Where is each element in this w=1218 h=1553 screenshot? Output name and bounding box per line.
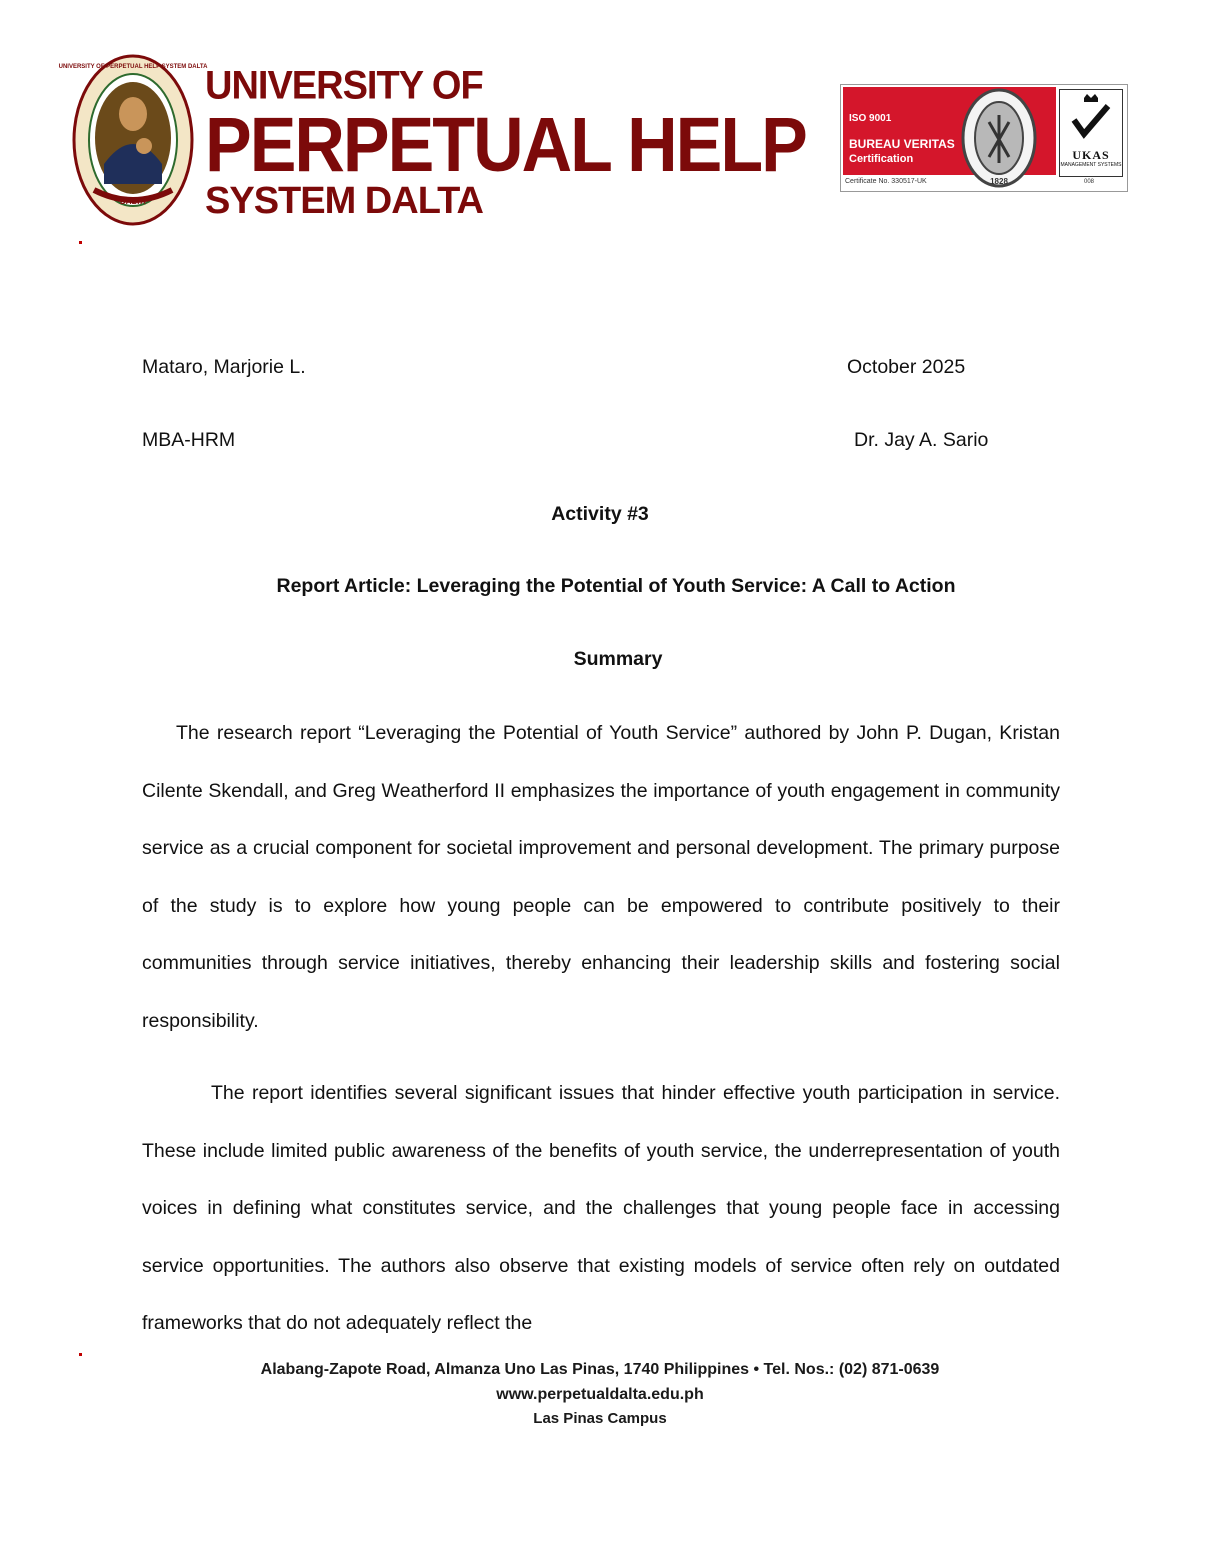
iso-label: ISO 9001 [849, 113, 892, 124]
program-name: MBA-HRM [142, 429, 236, 451]
activity-heading: Activity #3 [551, 503, 649, 525]
ukas-label: UKAS [1072, 148, 1110, 162]
university-name [205, 63, 806, 222]
footer-campus: Las Pinas Campus [533, 1410, 667, 1427]
section-heading: Summary [573, 648, 663, 670]
student-name: Mataro, Marjorie L. [142, 356, 306, 378]
bureau-veritas-badge-icon [959, 87, 1039, 189]
university-seal-logo [58, 54, 208, 226]
footer-website: www.perpetualdalta.edu.ph [496, 1386, 704, 1403]
footer-address: Alabang-Zapote Road, Almanza Uno Las Pinas, 1740 Philippines • Tel. Nos.: (02) 871-0639 [260, 1361, 940, 1378]
margin-marker [79, 241, 82, 244]
margin-marker [79, 1353, 82, 1356]
ukas-number: 008 [1084, 179, 1095, 185]
svg-text:DALTA: DALTA [120, 197, 146, 206]
university-name-line3: SYSTEM DALTA [205, 180, 483, 222]
ukas-sub-label: MANAGEMENT SYSTEMS [1060, 162, 1122, 168]
paragraph: The research report “Leveraging the Potential of Youth Service” authored by John P. Dugan, Kristan Cilente Skendall, and Greg Weatherford II emphasizes the importance of youth engagement in community service as a crucial component for societal improvement and personal development. The primary purpose of the study is to explore how young people can be empowered to contribute positively to their communities through service initiatives, thereby enhancing their leadership skills and fostering social responsibility. [142, 722, 1060, 1032]
certificate-number: Certificate No. 330517-UK [845, 178, 927, 185]
paragraph: The report identifies several significant issues that hinder effective youth participation in service. These include limited public awareness of the benefits of youth service, the underrepresentation of youth voices in defining what constitutes service, and the challenges that young people face in accessing service opportunities. The authors also observe that existing models of service often rely on outdated frameworks that do not adequately reflect the [142, 1082, 1060, 1335]
ukas-logo [1059, 89, 1123, 177]
certification-label: Certification [849, 153, 914, 165]
svg-text:1828: 1828 [990, 177, 1008, 186]
svg-text:UNIVERSITY OF PERPETUAL HELP S: UNIVERSITY OF PERPETUAL HELP SYSTEM DALTA [58, 64, 208, 70]
university-name-line2: PERPETUAL HELP [205, 101, 806, 188]
report-title: Report Article: Leveraging the Potential of Youth Service: A Call to Action [276, 575, 956, 597]
submission-date: October 2025 [847, 356, 966, 378]
bureau-veritas-label: BUREAU VERITAS [849, 137, 955, 151]
crown-check-icon [1060, 90, 1122, 148]
iso-certification-logo [840, 84, 1128, 192]
professor-name: Dr. Jay A. Sario [854, 429, 989, 451]
university-name-line1: UNIVERSITY OF [205, 63, 483, 108]
